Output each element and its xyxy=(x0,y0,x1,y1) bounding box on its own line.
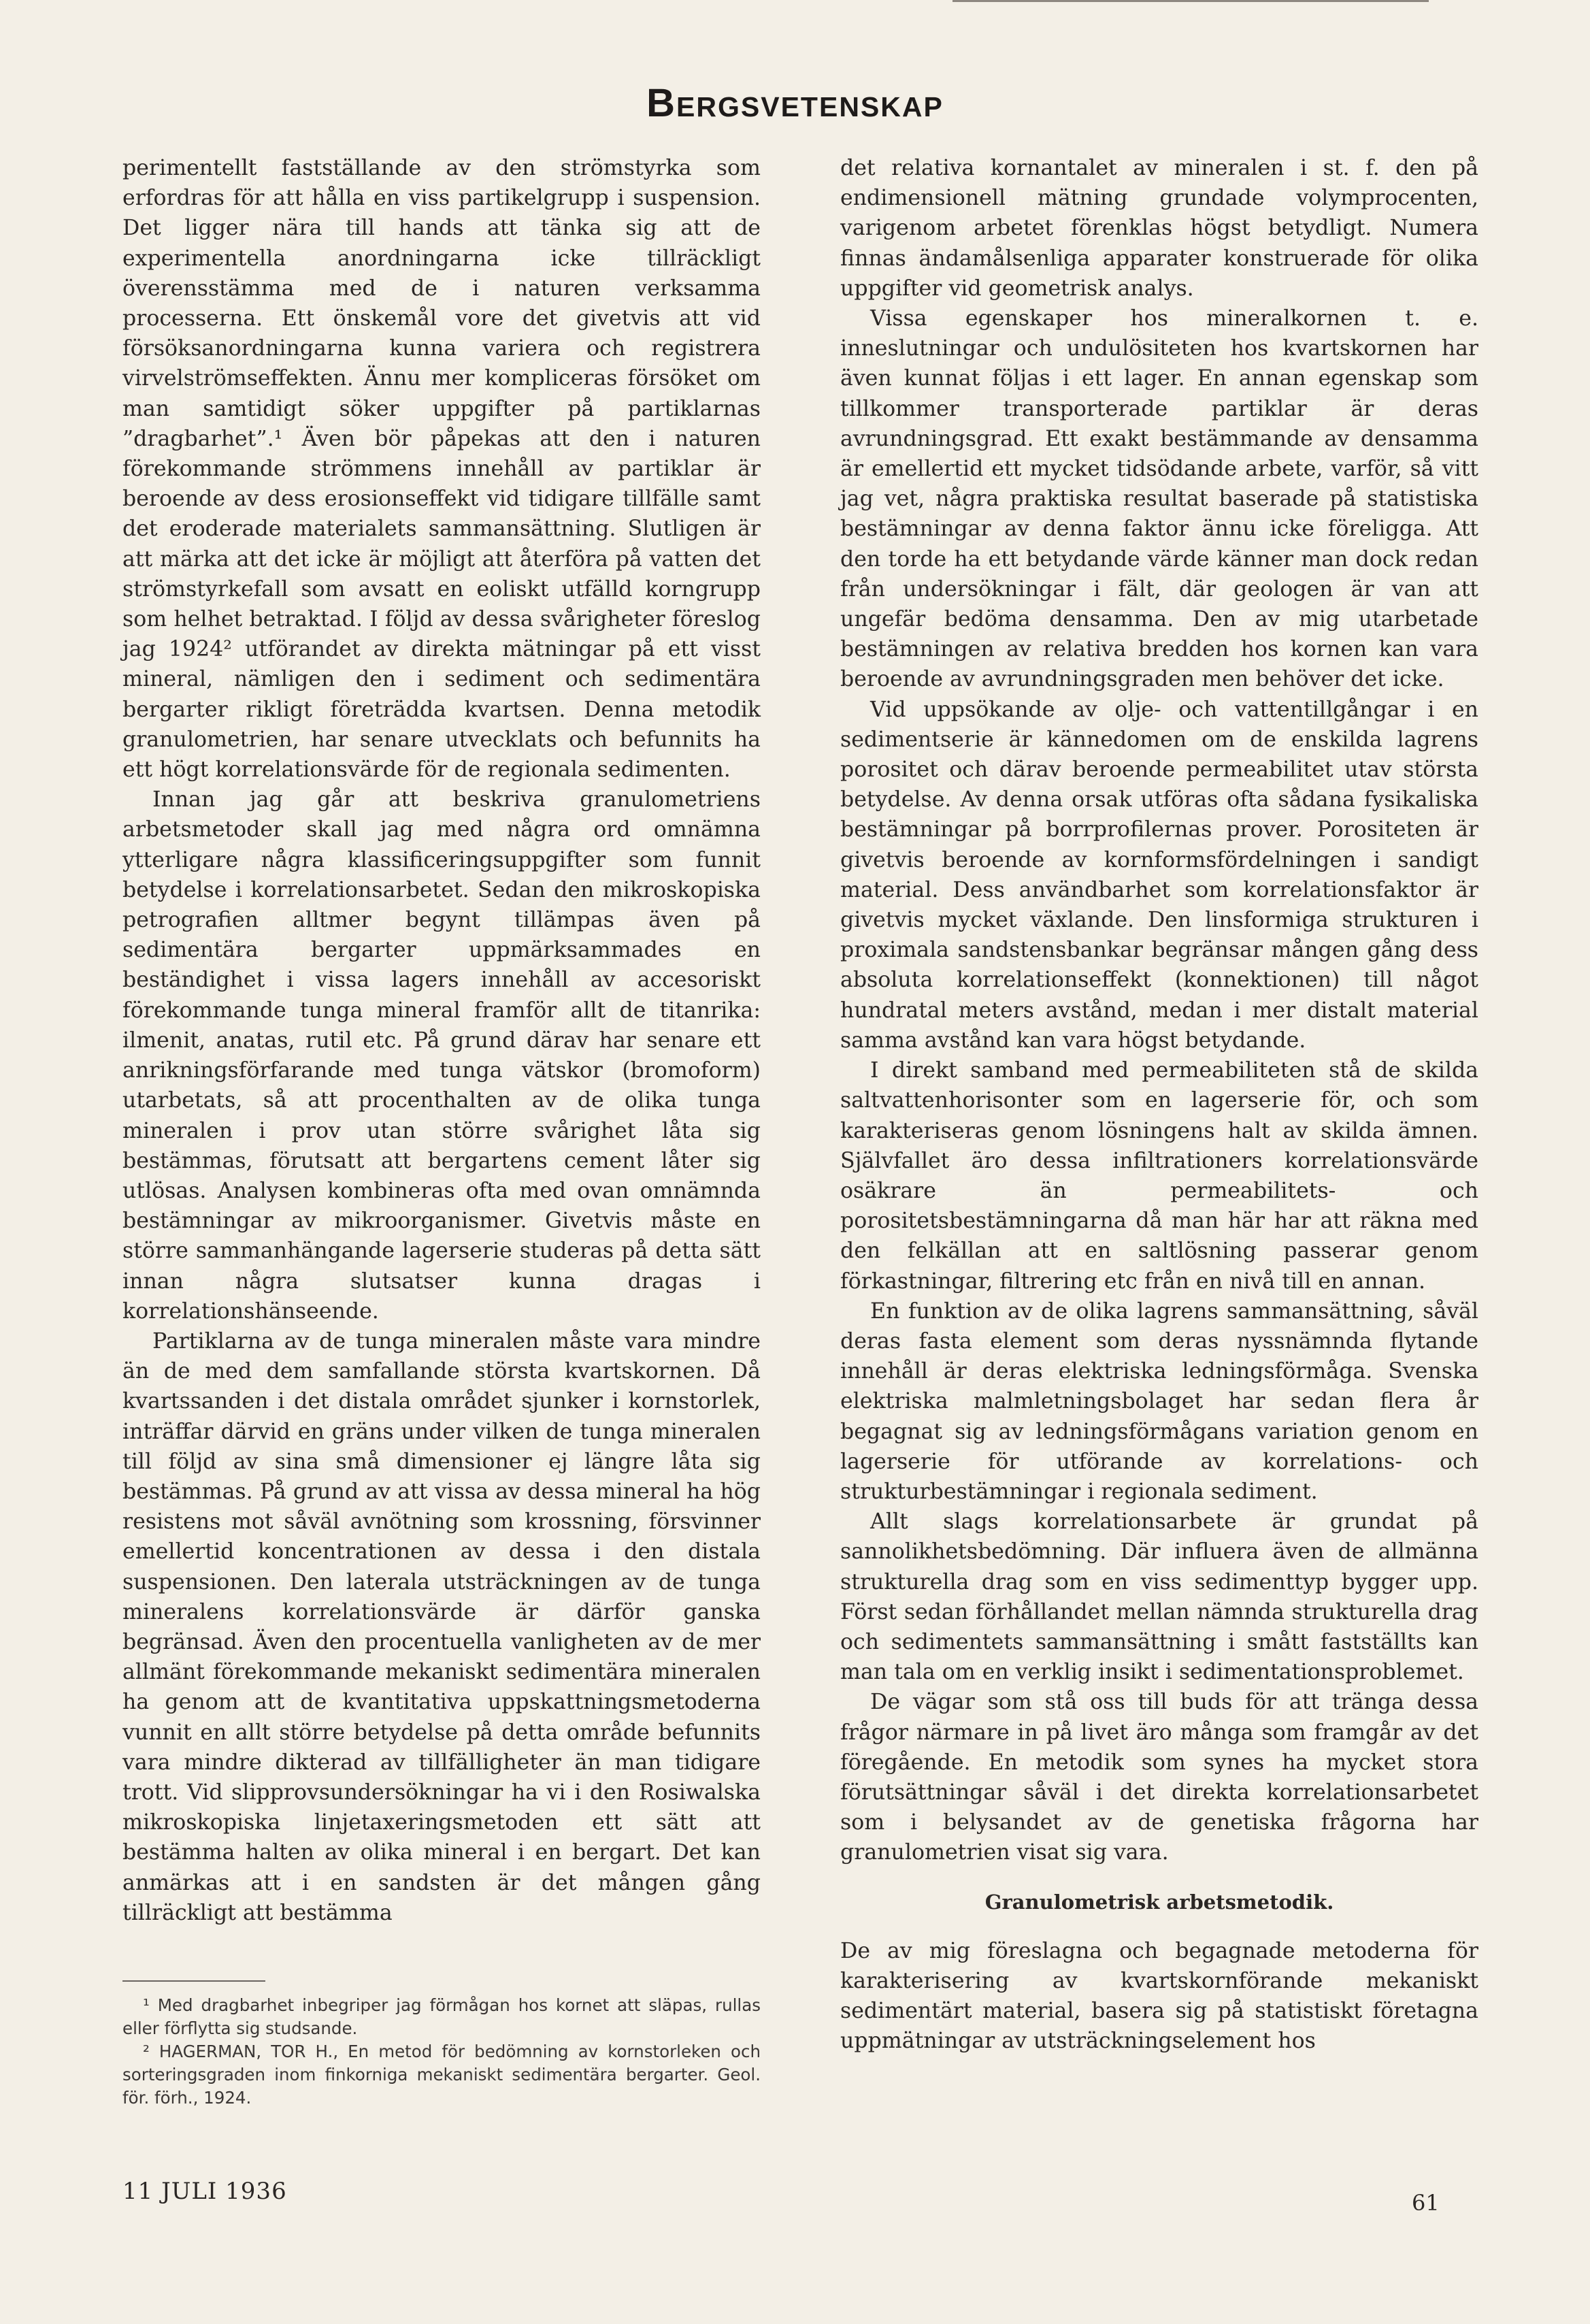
left-column xyxy=(122,153,761,1928)
paragraph: I direkt samband med permeabiliteten stå de skilda saltvattenhorisonter som en lagerserie för, och som karakteriseras genom lösningens halt av skilda ämnen. Självfallet äro dessa infiltrationers korrelationsvärde osäkrare än permeabilitets- och porositetsbestämningarna då man här har att räkna med den felkällan att en saltlösning passerar genom förkastningar, filtrering etc från en nivå till en annan. xyxy=(840,1058,1478,1294)
journal-title: Bergsvetenskap xyxy=(646,81,944,125)
paragraph: det relativa kornantalet av mineralen i st. f. den på endimensionell mätning grundade volymprocenten, varigenom arbetet förenklas högst betydligt. Numera finnas ändamålsenliga apparater konstruerade för olika uppgifter vid geometrisk analys. xyxy=(840,156,1478,301)
paragraph: De av mig föreslagna och begagnade metoderna för karakterisering av kvartskornförande mekaniskt sedimentärt material, basera sig på statistiskt företagna uppmätningar av utsträckningselement hos xyxy=(840,1938,1478,2054)
issue-date: 11 JULI 1936 xyxy=(122,2178,287,2205)
paragraph: Vid uppsökande av olje- och vattentillgångar i en sedimentserie är kännedomen om de enskilda lagrens porositet och därav beroende permeabilitet utav största betydelse. Av denna orsak utföras ofta sådana fysikaliska bestämningar på borrprofilernas prover. Porositeten är givetvis beroende av kornformsfördelningen i sandigt material. Dess användbarhet som korrelationsfaktor är givetvis mycket växlande. Den linsformiga strukturen i proximala sandstensbankar begränsar mången gång dess absoluta korrelationseffekt (konnektionen) till något hundratal meters avstånd, medan i mer distalt material samma avstånd kan vara högst betydande. xyxy=(840,697,1478,1053)
paragraph: Partiklarna av de tunga mineralen måste vara mindre än de med dem samfallande största kvartskornen. Då kvartssanden i det distala området sjunker i kornstorlek, inträffar därvid en gräns under vilken de tunga mineralen till följd av sina små dimensioner ej längre låta sig bestämmas. På grund av att vissa av dessa mineral ha hög resistens mot såväl avnötning som krossning, försvinner emellertid koncentrationen av dessa i den distala suspensionen. Den laterala utsträckningen av de tunga mineralens korrelationsvärde är därför ganska begränsad. Även den procentuella vanligheten av de mer allmänt förekommande mekaniskt sedimentära mineralen ha genom att de kvantitativa uppskattningsmetoderna vunnit en allt större betydelse på detta område befunnits vara mindre dikterad av tillfälligheter än man tidigare trott. Vid slipprovsundersökningar ha vi i den Rosiwalska mikroskopiska linjetaxeringsmetoden ett sätt att bestämma halten av olika mineral i en bergart. Det kan anmärkas att i en sandsten är det mången gång tillräckligt att bestämma xyxy=(122,1328,761,1925)
footnote: ¹ Med dragbarhet inbegriper jag förmågan hos kornet att släpas, rullas eller förflytta sig studsande. xyxy=(122,1995,761,2038)
paragraph: Vissa egenskaper hos mineralkornen t. e. inneslutningar och undulösiteten hos kvartskornen har även kunnat följas i ett lager. En annan egenskap som tillkommer transporterade partiklar är deras avrundningsgrad. Ett exakt bestämmande av densamma är emellertid ett mycket tidsödande arbete, varför, så vitt jag vet, några praktiska resultat baserade på statistiska bestämningar av denna faktor ännu icke föreligga. Att den torde ha ett betydande värde känner man dock redan från undersökningar i fält, där geologen är van att ungefär bedöma densamma. Den av mig utarbetade bestämningen av relativa bredden hos kornen kan vara beroende av avrundningsgraden men behöver det icke. xyxy=(840,306,1478,692)
paragraph: Allt slags korrelationsarbete är grundat på sannolikhetsbedömning. Där influera även de allmänna strukturella drag som en viss sedimenttyp bygger upp. Först sedan förhållandet mellan nämnda strukturella drag och sedimentets sammansättning i smått fastställts kan man tala om en verklig insikt i sedimentationsproblemet. xyxy=(840,1509,1478,1685)
footnotes xyxy=(122,1980,761,2110)
paragraph: Innan jag går att beskriva granulometriens arbetsmetoder skall jag med några ord omnämna ytterligare några klassificeringsuppgifter som funnit betydelse i korrelationsarbetet. Sedan den mikroskopiska petrografien alltmer begynt tillämpas även på sedimentära bergarter uppmärksammades en beständighet i vissa lagers innehåll av accesoriskt förekommande tunga mineral framför allt de titanrika: ilmenit, anatas, rutil etc. På grund därav har senare ett anrikningsförfarande med tunga vätskor (bromoform) utarbetats, så att procenthalten av de olika tunga mineralen i prov utan större svårighet låta sig bestämmas, förutsatt att bergartens cement låter sig utlösas. Analysen kombineras ofta med ovan omnämnda bestämningar av mikroorganismer. Givetvis måste en större sammanhängande lagerserie studeras på detta sätt innan några slutsatser kunna dragas i korrelationshänseende. xyxy=(122,787,761,1324)
paragraph: perimentellt fastställande av den strömstyrka som erfordras för att hålla en viss partikelgrupp i suspension. Det ligger nära till hands att tänka sig att de experimentella anordningarna icke tillräckligt överensstämma med de i naturen verksamma processerna. Ett önskemål vore det givetvis att vid försöksanordningarna kunna variera och registrera virvelströmseffekten. Ännu mer kompliceras försöket om man samtidigt söker uppgifter på partiklarnas ”dragbarhet”.¹ Även bör påpekas att den i naturen förekommande strömmens innehåll av partiklar är beroende av dess erosionseffekt vid tidigare tillfälle samt det eroderade materialets sammansättning. Slutligen är att märka att det icke är möjligt att återföra på vatten det strömstyrkefall som avsatt en eoliskt utfälld korngrupp som helhet betraktad. I följd av dessa svårigheter föreslog jag 1924² utförandet av direkta mätningar på ett visst mineral, nämligen den i sediment och sedimentära bergarter rikligt företrädda kvartsen. Denna metodik granulometrien, har senare utvecklats och befunnits ha ett högt korrelationsvärde för de regionala sedimenten. xyxy=(122,156,761,783)
right-column xyxy=(840,153,1478,2057)
paragraph: De vägar som stå oss till buds för att tränga dessa frågor närmare in på livet äro många som framgår av det föregående. En metodik som synes ha mycket stora förutsättningar såväl i det direkta korrelationsarbetet som i belysandet av de genetiska frågorna har granulometrien visat sig vara. xyxy=(840,1690,1478,1865)
section-heading: Granulometrisk arbetsmetodik. xyxy=(984,1890,1334,1914)
page-number: 61 xyxy=(1412,2190,1440,2216)
footnote-rule xyxy=(122,1980,265,1982)
footnote: ² HAGERMAN, TOR H., En metod för bedömning av kornstorleken och sorteringsgraden inom finkorniga mekaniskt sedimentära bergarter. Geol. för. förh., 1924. xyxy=(122,2042,761,2108)
paragraph: En funktion av de olika lagrens sammansättning, såväl deras fasta element som deras nyssnämnda flytande innehåll är deras elektriska ledningsförmåga. Svenska elektriska malmletningsbolaget har sedan flera år begagnat sig av ledningsförmågans variation genom en lagerserie för utförande av korrelations- och strukturbestämningar i regionala sediment. xyxy=(840,1298,1478,1504)
scan-edge-line xyxy=(953,0,1429,2)
